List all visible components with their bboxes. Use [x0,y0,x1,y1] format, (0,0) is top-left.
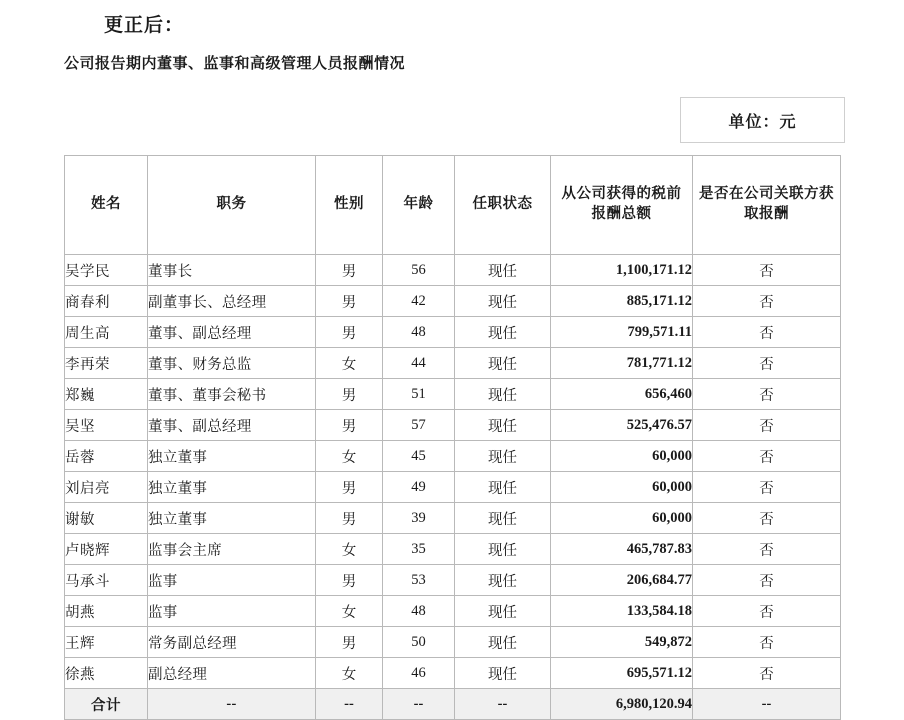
cell-related-party-pay: 否 [693,286,841,317]
cell-sex: 男 [316,410,383,441]
cell-related-party-pay: 否 [693,441,841,472]
column-header-related-party-pay: 是否在公司关联方获取报酬 [693,156,841,255]
cell-name: 胡燕 [65,596,148,627]
cell-sex: 男 [316,286,383,317]
cell-total-status: -- [455,689,551,720]
cell-status: 现任 [455,503,551,534]
compensation-table-wrapper [64,155,840,720]
cell-status: 现任 [455,534,551,565]
cell-pretax-pay: 1,100,171.12 [551,255,693,286]
cell-age: 45 [383,441,455,472]
table-row [65,534,841,565]
cell-age: 48 [383,596,455,627]
cell-pretax-pay: 781,771.12 [551,348,693,379]
column-header-name: 姓名 [65,156,148,255]
cell-related-party-pay: 否 [693,317,841,348]
table-row [65,503,841,534]
cell-age: 51 [383,379,455,410]
cell-pretax-pay: 885,171.12 [551,286,693,317]
table-row [65,596,841,627]
cell-sex: 男 [316,255,383,286]
cell-position: 董事、副总经理 [148,317,316,348]
cell-position: 董事、副总经理 [148,410,316,441]
cell-status: 现任 [455,596,551,627]
cell-related-party-pay: 否 [693,410,841,441]
cell-related-party-pay: 否 [693,379,841,410]
cell-related-party-pay: 否 [693,565,841,596]
cell-position: 监事会主席 [148,534,316,565]
cell-related-party-pay: 否 [693,596,841,627]
cell-position: 监事 [148,596,316,627]
cell-pretax-pay: 695,571.12 [551,658,693,689]
cell-name: 卢晓辉 [65,534,148,565]
table-row [65,441,841,472]
cell-age: 57 [383,410,455,441]
cell-total-pretax-pay: 6,980,120.94 [551,689,693,720]
cell-status: 现任 [455,255,551,286]
cell-sex: 女 [316,348,383,379]
cell-name: 李再荣 [65,348,148,379]
table-head [65,156,841,255]
cell-sex: 男 [316,472,383,503]
compensation-table [64,155,841,720]
cell-position: 董事、董事会秘书 [148,379,316,410]
cell-pretax-pay: 206,684.77 [551,565,693,596]
cell-pretax-pay: 549,872 [551,627,693,658]
cell-status: 现任 [455,317,551,348]
unit-note-label: 单位：元 [728,113,797,131]
cell-pretax-pay: 465,787.83 [551,534,693,565]
cell-sex: 男 [316,379,383,410]
cell-age: 35 [383,534,455,565]
cell-age: 39 [383,503,455,534]
cell-age: 46 [383,658,455,689]
table-row [65,472,841,503]
cell-age: 42 [383,286,455,317]
cell-position: 董事、财务总监 [148,348,316,379]
table-body [65,255,841,720]
cell-total-label: 合计 [65,689,148,720]
cell-position: 独立董事 [148,472,316,503]
column-header-status: 任职状态 [455,156,551,255]
cell-pretax-pay: 60,000 [551,441,693,472]
cell-position: 常务副总经理 [148,627,316,658]
cell-related-party-pay: 否 [693,472,841,503]
cell-related-party-pay: 否 [693,255,841,286]
cell-status: 现任 [455,286,551,317]
cell-name: 刘启亮 [65,472,148,503]
unit-note-box [680,97,845,143]
table-row [65,410,841,441]
page-title: 更正后： [104,15,185,36]
cell-position: 副董事长、总经理 [148,286,316,317]
cell-status: 现任 [455,348,551,379]
cell-related-party-pay: 否 [693,658,841,689]
cell-sex: 男 [316,317,383,348]
table-row [65,627,841,658]
cell-pretax-pay: 60,000 [551,472,693,503]
cell-age: 48 [383,317,455,348]
cell-total-sex: -- [316,689,383,720]
cell-related-party-pay: 否 [693,627,841,658]
cell-position: 副总经理 [148,658,316,689]
table-row [65,565,841,596]
table-row [65,379,841,410]
cell-position: 独立董事 [148,441,316,472]
cell-age: 50 [383,627,455,658]
cell-name: 吴学民 [65,255,148,286]
cell-name: 岳蓉 [65,441,148,472]
cell-position: 独立董事 [148,503,316,534]
cell-related-party-pay: 否 [693,348,841,379]
cell-name: 徐燕 [65,658,148,689]
column-header-sex: 性别 [316,156,383,255]
cell-name: 周生高 [65,317,148,348]
table-row [65,255,841,286]
cell-name: 谢敏 [65,503,148,534]
cell-name: 吴坚 [65,410,148,441]
cell-pretax-pay: 525,476.57 [551,410,693,441]
cell-total-age: -- [383,689,455,720]
cell-sex: 女 [316,658,383,689]
cell-name: 郑巍 [65,379,148,410]
cell-status: 现任 [455,410,551,441]
cell-status: 现任 [455,379,551,410]
cell-pretax-pay: 656,460 [551,379,693,410]
cell-age: 53 [383,565,455,596]
cell-related-party-pay: 否 [693,503,841,534]
table-total-row [65,689,841,720]
cell-status: 现任 [455,441,551,472]
table-row [65,348,841,379]
cell-status: 现任 [455,472,551,503]
cell-total-related-party-pay: -- [693,689,841,720]
cell-pretax-pay: 133,584.18 [551,596,693,627]
cell-status: 现任 [455,658,551,689]
cell-related-party-pay: 否 [693,534,841,565]
table-row [65,286,841,317]
cell-sex: 女 [316,534,383,565]
cell-position: 监事 [148,565,316,596]
table-header-row [65,156,841,255]
cell-age: 49 [383,472,455,503]
cell-status: 现任 [455,627,551,658]
cell-total-position: -- [148,689,316,720]
cell-sex: 男 [316,627,383,658]
cell-position: 董事长 [148,255,316,286]
column-header-position: 职务 [148,156,316,255]
cell-age: 56 [383,255,455,286]
cell-pretax-pay: 60,000 [551,503,693,534]
cell-sex: 男 [316,503,383,534]
cell-sex: 女 [316,441,383,472]
cell-name: 王辉 [65,627,148,658]
table-row [65,658,841,689]
cell-pretax-pay: 799,571.11 [551,317,693,348]
cell-status: 现任 [455,565,551,596]
column-header-pretax-pay: 从公司获得的税前报酬总额 [551,156,693,255]
cell-sex: 男 [316,565,383,596]
section-subtitle: 公司报告期内董事、监事和高级管理人员报酬情况 [64,56,406,72]
cell-sex: 女 [316,596,383,627]
cell-name: 马承斗 [65,565,148,596]
cell-name: 商春利 [65,286,148,317]
column-header-age: 年龄 [383,156,455,255]
table-row [65,317,841,348]
cell-age: 44 [383,348,455,379]
